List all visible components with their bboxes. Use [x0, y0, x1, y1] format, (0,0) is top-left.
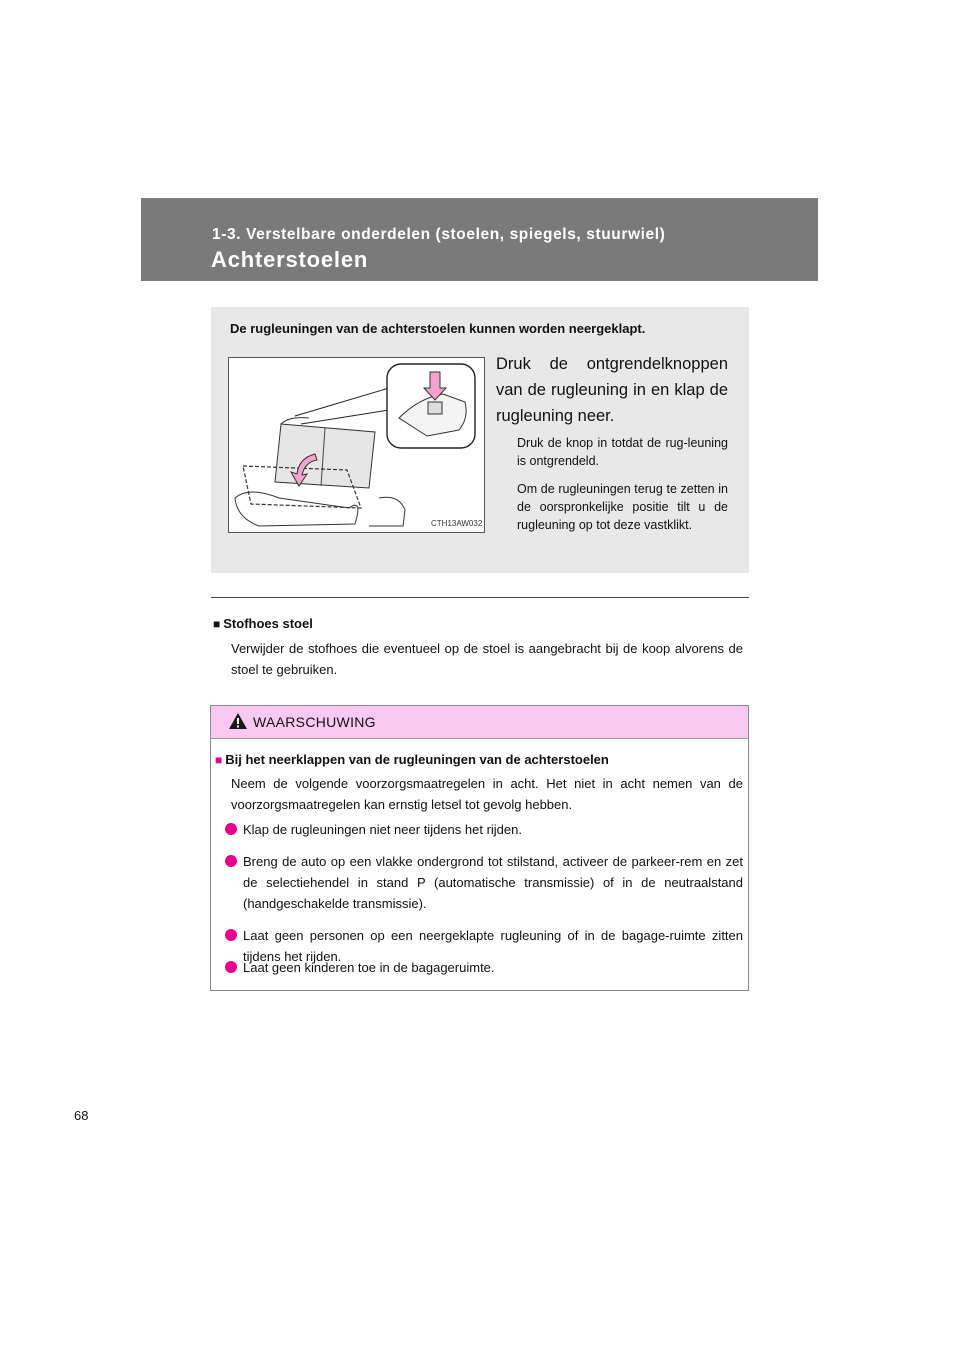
warning-title-text: Bij het neerklappen van de rugleuningen van de achterstoelen [225, 752, 609, 767]
stofhoes-heading [213, 616, 313, 631]
warning-box [210, 705, 749, 991]
page-title: Achterstoelen [211, 247, 369, 272]
intro-box [211, 307, 749, 573]
pink-dot-bullet-icon [225, 823, 237, 835]
warning-header [211, 706, 748, 739]
warning-item-text: Breng de auto op een vlakke ondergrond tot stilstand, activeer de parkeer-rem en zet de selectiehendel in stand P (automatische transmissie) of in de neutraalstand (handgeschakelde transmissie). [243, 854, 743, 911]
pink-dot-bullet-icon [225, 929, 237, 941]
pink-square-bullet-icon: ■ [215, 753, 223, 767]
pink-dot-bullet-icon [225, 855, 237, 867]
warning-item [225, 819, 743, 840]
image-code: CTH13AW032 [431, 519, 483, 528]
seat-illustration [228, 357, 485, 533]
divider [211, 597, 749, 598]
warning-item-text: Laat geen kinderen toe in de bagageruimte. [243, 960, 495, 975]
step-note-1: Druk de knop in totdat de rug-leuning is ontgrendeld. [517, 436, 728, 468]
warning-item [225, 957, 743, 978]
step-instruction: Druk de ontgrendelknoppen van de rugleuning in en klap de rugleuning neer. [496, 355, 728, 425]
warning-triangle-icon [228, 712, 248, 730]
warning-intro: Neem de volgende voorzorgsmaatregelen in acht. Het niet in acht nemen van de voorzorgsmaatregelen kan ernstig letsel tot gevolg hebben. [231, 776, 743, 812]
folding-seat-drawing [229, 358, 484, 532]
section-title: 1-3. Verstelbare onderdelen (stoelen, spiegels, stuurwiel) [212, 226, 666, 243]
step-note-2: Om de rugleuningen terug te zetten in de oorspronkelijke positie tilt u de rugleuning op tot deze vastklikt. [517, 482, 728, 532]
warning-item-text: Laat geen personen op een neergeklapte rugleuning of in de bagage-ruimte zitten tijdens het rijden. [243, 928, 743, 964]
square-bullet-icon: ■ [213, 617, 221, 631]
warning-item [225, 851, 743, 914]
warning-item-text: Klap de rugleuningen niet neer tijdens het rijden. [243, 822, 522, 837]
warning-label: WAARSCHUWING [253, 714, 376, 730]
pink-dot-bullet-icon [225, 961, 237, 973]
warning-title [215, 752, 609, 767]
page-number: 68 [74, 1108, 89, 1123]
stofhoes-title: Stofhoes stoel [223, 616, 313, 631]
stofhoes-body: Verwijder de stofhoes die eventueel op de stoel is aangebracht bij de koop alvorens de stoel te gebruiken. [231, 641, 743, 677]
intro-heading: De rugleuningen van de achterstoelen kunnen worden neergeklapt. [230, 321, 646, 336]
